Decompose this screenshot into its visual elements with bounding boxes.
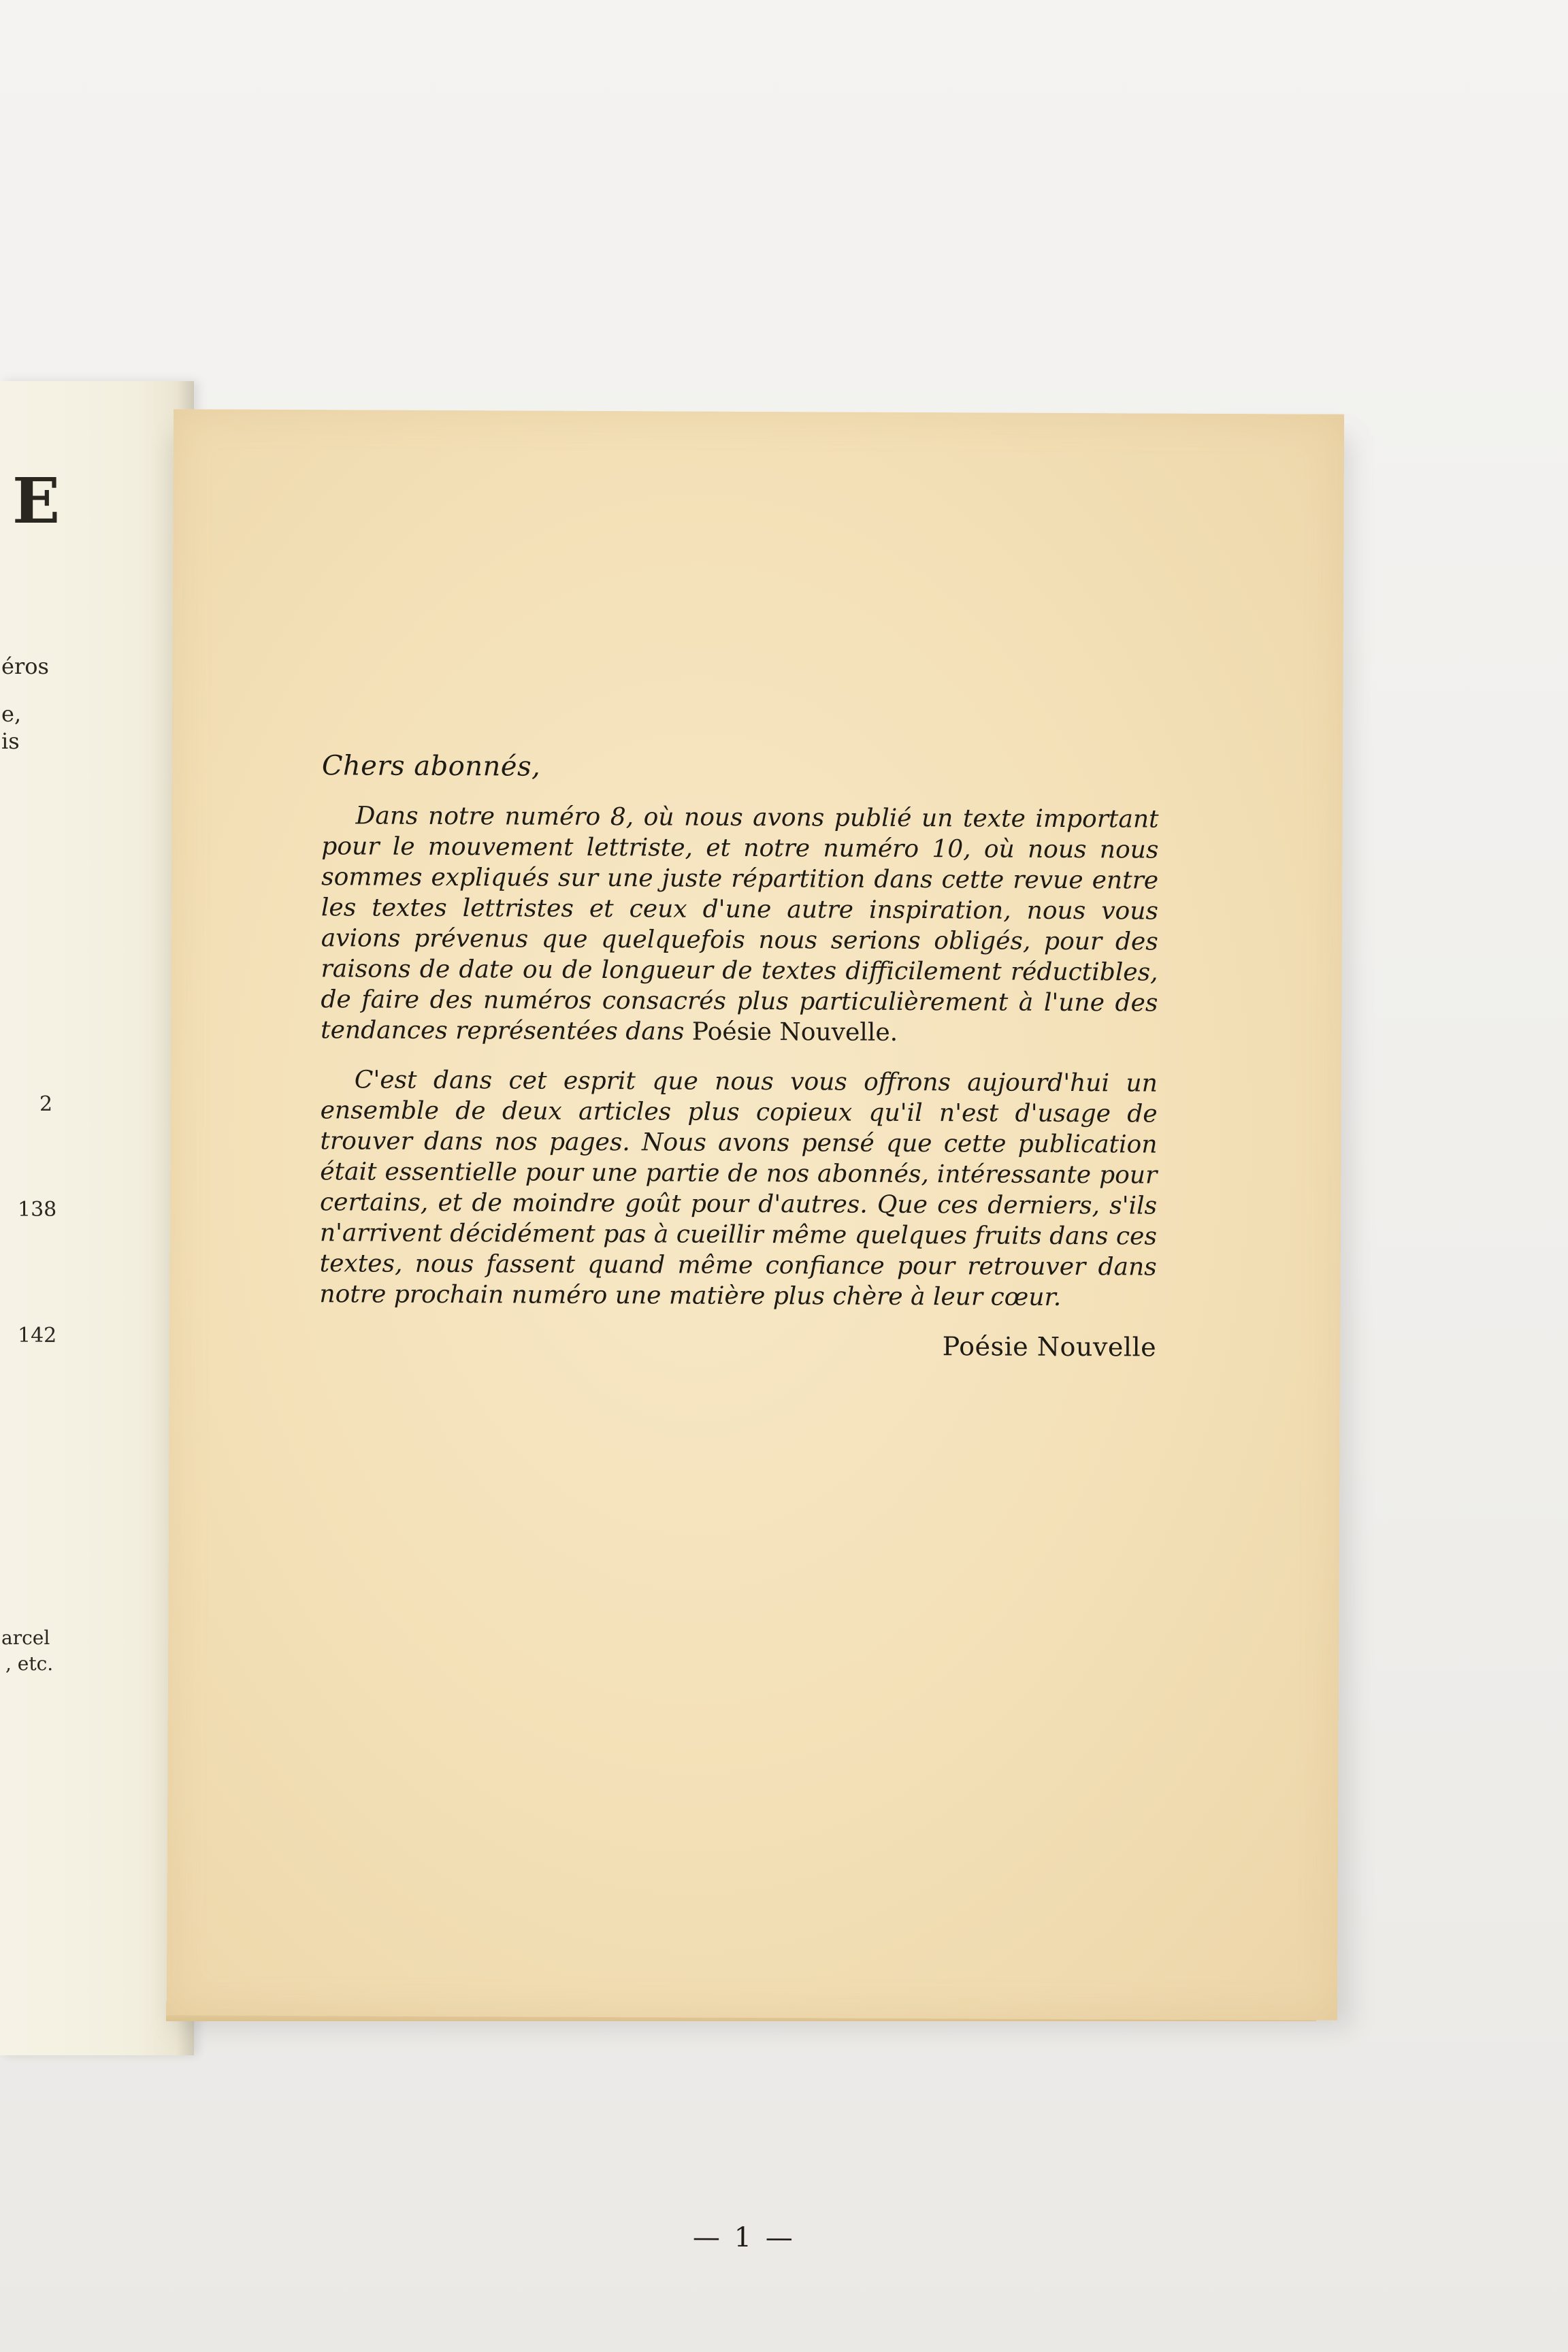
left-page-page-number: 2: [39, 1092, 53, 1116]
letter-signature: Poésie Nouvelle: [942, 1331, 1157, 1362]
left-page-text-fragment: is: [1, 728, 20, 754]
left-page-page-number: 138: [18, 1198, 57, 1222]
paragraph-1-text: Dans notre numéro 8, où nous avons publié un texte important pour le mouvement lettriste, et notre numéro 10, où nous nous sommes expliqués sur une juste répartition dans cette revue entre les textes lettristes et ceux d'une autre inspiration, nous vous avions prévenus que quelquefois nous serions obligés, pour des raisons de date ou de longueur de textes difficilement réductibles, de faire des numéros consacrés plus particulièrement à l'une des tendances représentées dans: [321, 802, 1159, 1046]
left-page-heading-fragment: E: [12, 464, 61, 538]
letter-salutation: Chers abonnés,: [321, 750, 541, 783]
page-folio: — 1 —: [692, 2221, 796, 2254]
left-page-page-number: 142: [18, 1324, 57, 1348]
facing-page-left: [0, 381, 194, 2055]
letter-page: [167, 409, 1344, 2254]
left-page-text-fragment: e,: [1, 701, 22, 727]
letter-body: [319, 750, 1159, 1362]
letter-paragraph-1: [321, 800, 1159, 1049]
left-page-text-fragment: , etc.: [5, 1652, 54, 1675]
paragraph-1-journal-name: Poésie Nouvelle.: [691, 1017, 898, 1047]
left-page-text-fragment: éros: [1, 653, 49, 679]
letter-paragraph-2: C'est dans cet esprit que nous vous offrons aujourd'hui un ensemble de deux articles plus copieux qu'il n'est d'usage de trouver dans nos pages. Nous avons pensé que cette publication était essentielle pour une partie de nos abonnés, intéressante pour certains, et de moindre goût pour d'autres. Que ces derniers, s'ils n'arrivent décidément pas à cueillir même quelques fruits dans ces textes, nous fassent quand même confiance pour retrouver dans notre prochain numéro une matière plus chère à leur cœur.: [319, 1066, 1158, 1311]
left-page-text-fragment: arcel: [1, 1627, 50, 1649]
